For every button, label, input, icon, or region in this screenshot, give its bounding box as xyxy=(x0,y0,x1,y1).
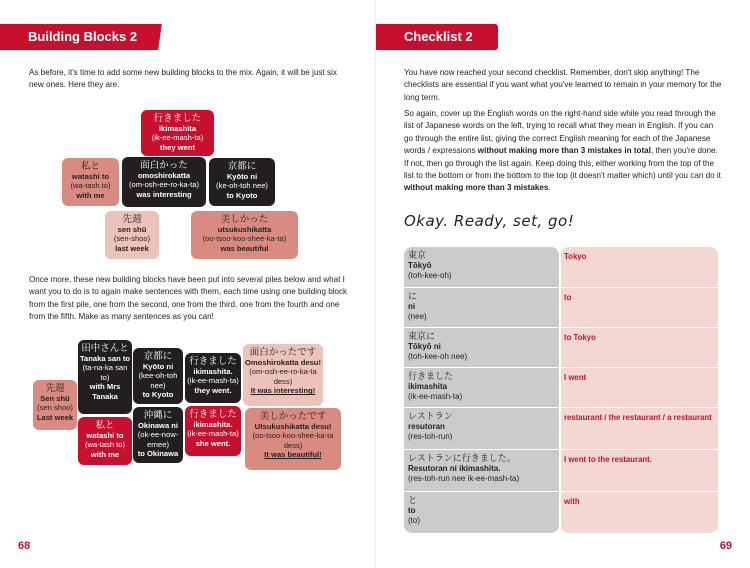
block-pronunciation: (om-osh-ee-ro-ka-ta dess) xyxy=(249,367,317,386)
instructions-text: So again, cover up the English words on the right-hand side while you read through the list of Japanese words on the left, trying to recall what they mean in English. If you can go through the entire list, giving the correct English meaning for each of the Japanese words / expressions xyxy=(404,109,716,156)
block-jp: 先週 xyxy=(122,214,142,225)
checklist-row xyxy=(404,407,718,449)
cell-pronunciation: (ik-ee-mash-ta) xyxy=(408,392,463,402)
instructions-emphasis: without making more than 3 mistakes in total xyxy=(477,146,651,156)
pile-4-she-went xyxy=(185,406,241,456)
cell-pronunciation: (nee) xyxy=(408,312,427,322)
block-pronunciation: (wa-tash to) xyxy=(84,440,126,450)
japanese-cell xyxy=(408,495,556,527)
japanese-cell xyxy=(408,291,556,323)
block-romaji: Kyōto ni xyxy=(226,172,258,181)
pile-5-omoshirokatta-desu xyxy=(243,344,323,406)
pile-4-they-went xyxy=(185,353,241,403)
checklist-row xyxy=(404,449,718,491)
cell-jp: レストラン xyxy=(408,411,453,421)
block-romaji: ikimashita. xyxy=(193,420,233,429)
pile-3-kyoto-ni xyxy=(133,348,183,404)
block-pronunciation: (wa-tash to) xyxy=(70,181,111,191)
checklist-row xyxy=(404,491,718,533)
block-jp: 行きました xyxy=(189,356,237,367)
block-jp: 先週 xyxy=(45,383,65,394)
checklist-instructions xyxy=(404,108,722,195)
cell-romaji: Resutoran ni ikimashita. xyxy=(408,463,501,473)
block-english: she went. xyxy=(195,438,231,448)
block-jp: 私と xyxy=(80,161,100,172)
cell-romaji: resutoran xyxy=(408,421,445,431)
block-romaji: Sen shū xyxy=(40,394,70,403)
block-pronunciation: (sen-shoo) xyxy=(113,234,151,244)
japanese-cell xyxy=(408,371,556,403)
block-pronunciation: (om-osh-ee-ro-ka-ta) xyxy=(128,180,200,190)
block-english: to Okinawa xyxy=(137,449,179,459)
block-pronunciation: (ik-ee-mash-ta) xyxy=(151,133,204,143)
block-english: they went xyxy=(159,142,196,152)
cell-pronunciation: (res-toh-run) xyxy=(408,432,453,442)
block-kyoto-ni xyxy=(209,158,275,206)
block-romaji: watashi to xyxy=(86,431,124,440)
intro-paragraph: As before, it's time to add some new building blocks to the mix. Again, it will be just six new ones. Here they are: xyxy=(29,68,337,90)
right-page xyxy=(375,0,750,568)
block-english: with me xyxy=(90,449,120,459)
english-cell: Tokyo xyxy=(564,252,587,261)
japanese-cell xyxy=(408,453,556,485)
block-english: was beautiful xyxy=(220,243,269,253)
block-jp: 京都に xyxy=(227,161,257,172)
block-english: with Mrs Tanaka xyxy=(89,382,121,401)
checklist-row xyxy=(404,367,718,407)
block-english: Last week xyxy=(36,412,74,422)
pile-2-tanaka-san-to xyxy=(78,340,132,414)
english-cell: I went to the restaurant. xyxy=(564,455,652,464)
block-jp: 私と xyxy=(95,420,115,431)
block-english: with me xyxy=(76,190,105,200)
block-omoshirokatta xyxy=(122,157,206,207)
block-pronunciation: (oo-tsoo-koo-shee-ka-ta) xyxy=(202,234,287,244)
block-romaji: ikimashita xyxy=(158,124,197,133)
block-romaji: Kyōto ni xyxy=(142,362,174,371)
block-romaji: Tanaka san to xyxy=(79,354,131,363)
checklist-row xyxy=(404,247,718,287)
block-pronunciation: (kee-oh-toh nee) xyxy=(138,371,178,390)
block-romaji: ikimashita. xyxy=(193,367,233,376)
cell-jp: 行きました xyxy=(408,371,454,381)
block-pronunciation: (ok-ee-now-ernee) xyxy=(137,430,179,449)
block-sen-shu xyxy=(105,211,159,259)
english-cell: to Tokyo xyxy=(564,333,596,342)
cell-romaji: Tōkyō xyxy=(408,260,432,270)
checklist-table xyxy=(404,247,718,533)
block-ikimashita xyxy=(141,110,214,156)
page-banner-right: Checklist 2 xyxy=(376,24,498,50)
block-romaji: omoshirokatta xyxy=(137,171,191,180)
cell-pronunciation: (to) xyxy=(408,516,420,526)
cell-jp: 東京に xyxy=(408,331,436,341)
block-utsukushikatta xyxy=(191,211,298,259)
block-english: they went. xyxy=(194,385,232,395)
cell-pronunciation: (toh-kee-oh) xyxy=(408,271,452,281)
block-jp: 田中さんと xyxy=(81,343,129,354)
block-english: It was beautiful! xyxy=(264,450,322,460)
block-jp: 美しかった xyxy=(220,214,269,225)
cell-romaji: to xyxy=(408,505,416,515)
block-english: last week xyxy=(115,243,149,253)
block-jp: 京都に xyxy=(143,351,173,362)
cell-jp: レストランに行きました。 xyxy=(408,453,516,463)
cell-pronunciation: (res-toh-run nee ik-ee-mash-ta) xyxy=(408,474,520,484)
english-cell: I went xyxy=(564,373,587,382)
instructions-emphasis: without making more than 3 mistakes xyxy=(404,183,549,193)
block-romaji: sen shū xyxy=(117,225,147,234)
page-number-right: 69 xyxy=(719,540,732,552)
block-jp: 行きました xyxy=(153,113,202,124)
block-pronunciation: (ik-ee-mash-ta) xyxy=(187,376,239,386)
block-english: to Kyoto xyxy=(142,390,174,400)
ready-set-go: Okay. Ready, set, go! xyxy=(404,212,575,230)
block-jp: 沖縄に xyxy=(143,410,173,421)
block-jp: 美しかったです xyxy=(259,411,327,422)
cell-romaji: Tōkyō ni xyxy=(408,341,441,351)
english-cell: restaurant / the restaurant / a restaurant xyxy=(564,413,712,422)
block-english: to Kyoto xyxy=(226,190,258,200)
instructions-text: , then you're done. If not, then go through the list again. Keep doing this, either working from the top of the list to the bottom or from the bottom to the top (it doesn't matter which) until you can do it xyxy=(404,146,721,181)
cell-romaji: ni xyxy=(408,301,416,311)
japanese-cell xyxy=(408,411,556,443)
checklist-row xyxy=(404,327,718,367)
page-banner-left: Building Blocks 2 xyxy=(0,24,156,50)
block-romaji: Okinawa ni xyxy=(137,421,179,430)
checklist-row xyxy=(404,287,718,327)
block-romaji: watashi to xyxy=(71,172,110,181)
pile-1-sen-shu xyxy=(33,380,77,430)
pile-3-okinawa-ni xyxy=(133,407,183,463)
cell-jp: と xyxy=(408,495,418,505)
block-jp: 面白かったです xyxy=(249,347,317,358)
pile-2-watashi-to xyxy=(78,417,132,465)
instructions-paragraph: Once more, these new building blocks have been put into several piles below and what I want you to do is to again make sentences with them, each time using one building block from the first pile, one from the second, one from the third, one from the fourth and one from the fifth. Make as many sentences as you can! xyxy=(29,275,348,322)
cell-jp: に xyxy=(408,291,418,301)
block-jp: 行きました xyxy=(189,409,237,420)
block-english: was interesting xyxy=(136,189,192,199)
english-cell: to xyxy=(564,293,572,302)
block-jp: 面白かった xyxy=(140,160,188,171)
cell-romaji: ikimashita xyxy=(408,381,448,391)
cell-jp: 東京 xyxy=(408,250,427,260)
page-number-left: 68 xyxy=(18,540,31,552)
block-pronunciation: (ta-na-ka san to) xyxy=(82,363,128,382)
block-romaji: utsukushikatta xyxy=(217,225,272,234)
japanese-cell xyxy=(408,250,556,282)
block-romaji: Utsukushikatta desu! xyxy=(254,422,332,431)
block-watashi-to xyxy=(62,158,119,206)
instructions-text: . xyxy=(548,183,551,193)
cell-pronunciation: (toh-kee-oh nee) xyxy=(408,352,468,362)
block-pronunciation: (sen shoo) xyxy=(37,403,73,413)
checklist-intro: You have now reached your second checklist. Remember, don't skip anything! The checklists are essential if you want what you've learned to remain in your memory for the long term. xyxy=(404,68,722,102)
block-romaji: Omoshirokatta desu! xyxy=(245,358,321,367)
block-english: It was interesting! xyxy=(250,386,316,396)
block-pronunciation: (ke-oh-toh nee) xyxy=(216,181,268,191)
block-pronunciation: (oo-tsoo-koo-shee-ka-ta dess) xyxy=(252,431,334,450)
block-pronunciation: (ik-ee-mash-ta) xyxy=(187,429,239,439)
japanese-cell xyxy=(408,331,556,363)
pile-5-utsukushikatta-desu xyxy=(245,408,341,470)
english-cell: with xyxy=(564,497,580,506)
